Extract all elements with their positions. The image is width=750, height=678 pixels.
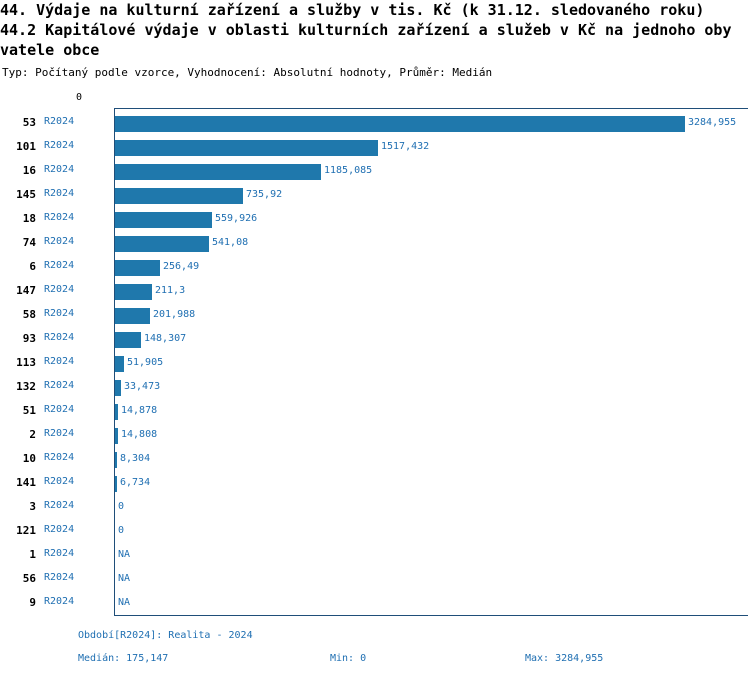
- bar: [115, 428, 118, 444]
- bar-row-rank: 58: [22, 308, 36, 321]
- bar: [115, 188, 243, 204]
- bar-value-label: 1185,085: [324, 165, 373, 176]
- bar-row-rank: 10: [22, 452, 36, 465]
- bar-value-label: 211,3: [155, 285, 186, 296]
- bar-row-rank: 147: [16, 284, 36, 297]
- bar-row-series-label: R2024: [44, 236, 75, 247]
- bar-row: [0, 328, 750, 352]
- bar-value-label: 14,808: [121, 429, 158, 440]
- bar-value-label: 0: [118, 501, 125, 512]
- bar-value-label: 3284,955: [688, 117, 737, 128]
- bar-row-series-label: R2024: [44, 356, 75, 367]
- bar-row: [0, 568, 750, 592]
- bar-row-rank: 113: [16, 356, 36, 369]
- bar-row-series-label: R2024: [44, 116, 75, 127]
- bar-row-rank: 93: [22, 332, 36, 345]
- bar-value-label: 14,878: [121, 405, 158, 416]
- bar: [115, 140, 378, 156]
- chart-title-line-2: 44.2 Kapitálové výdaje v oblasti kulturních zařízení a služeb v Kč na jednoho oby: [0, 21, 732, 39]
- bar: [115, 236, 209, 252]
- bar-row-rank: 101: [16, 140, 36, 153]
- bar: [115, 308, 150, 324]
- plot-top-border: [114, 108, 748, 109]
- bar-value-label: NA: [118, 597, 131, 608]
- bar-row: [0, 112, 750, 136]
- bar-value-label: 6,734: [120, 477, 151, 488]
- bar-row-series-label: R2024: [44, 380, 75, 391]
- bar-value-label: NA: [118, 549, 131, 560]
- bar-row-series-label: R2024: [44, 596, 75, 607]
- bar: [115, 476, 117, 492]
- bar-value-label: 201,988: [153, 309, 196, 320]
- chart-title-line-1: 44. Výdaje na kulturní zařízení a služby v tis. Kč (k 31.12. sledovaného roku): [0, 1, 705, 19]
- bar-row-series-label: R2024: [44, 164, 75, 175]
- bar-row: [0, 448, 750, 472]
- chart-subtitle: Typ: Počítaný podle vzorce, Vyhodnocení: Absolutní hodnoty, Průměr: Medián: [2, 66, 493, 79]
- bar-row-series-label: R2024: [44, 500, 75, 511]
- bar-row-series-label: R2024: [44, 428, 75, 439]
- bar: [115, 332, 141, 348]
- bar-row-rank: 121: [16, 524, 36, 537]
- bar-row-series-label: R2024: [44, 524, 75, 535]
- bar-row: [0, 424, 750, 448]
- bar-row-rank: 16: [22, 164, 36, 177]
- bar-value-label: 33,473: [124, 381, 161, 392]
- bar: [115, 452, 117, 468]
- x-axis-zero-tick-label: 0: [76, 92, 83, 103]
- bar-row-rank: 3: [29, 500, 36, 513]
- bar-row: [0, 256, 750, 280]
- bar-row-series-label: R2024: [44, 308, 75, 319]
- bar: [115, 404, 118, 420]
- bar-row-rank: 145: [16, 188, 36, 201]
- bar-row: [0, 592, 750, 616]
- bar-row-rank: 2: [29, 428, 36, 441]
- bar-value-label: 1517,432: [381, 141, 430, 152]
- legend-period: Období[R2024]: Realita - 2024: [78, 630, 253, 641]
- bar-row: [0, 376, 750, 400]
- bar-row-rank: 51: [22, 404, 36, 417]
- bar-value-label: 8,304: [120, 453, 151, 464]
- chart-title-block: [0, 0, 748, 60]
- bar-value-label: 0: [118, 525, 125, 536]
- bar-row-series-label: R2024: [44, 452, 75, 463]
- bar-row-series-label: R2024: [44, 212, 75, 223]
- bar-row-rank: 74: [22, 236, 36, 249]
- bar: [115, 284, 152, 300]
- stat-median: Medián: 175,147: [78, 653, 169, 664]
- bar: [115, 116, 685, 132]
- bar-row: [0, 304, 750, 328]
- bar-row-series-label: R2024: [44, 476, 75, 487]
- chart-plot-area: [0, 92, 750, 622]
- bar-row-series-label: R2024: [44, 188, 75, 199]
- bar-row-series-label: R2024: [44, 548, 75, 559]
- stat-max: Max: 3284,955: [525, 653, 604, 664]
- bar: [115, 260, 160, 276]
- bar-value-label: 541,08: [212, 237, 249, 248]
- bar-value-label: 256,49: [163, 261, 200, 272]
- bar-row: [0, 472, 750, 496]
- bar-row: [0, 352, 750, 376]
- bar-row-rank: 53: [22, 116, 36, 129]
- bar-value-label: 51,905: [127, 357, 164, 368]
- bar: [115, 380, 121, 396]
- bar-value-label: 148,307: [144, 333, 187, 344]
- bar-row-rank: 141: [16, 476, 36, 489]
- bar-row: [0, 544, 750, 568]
- bar-row: [0, 520, 750, 544]
- bar-row-rank: 9: [29, 596, 36, 609]
- bar-row-rank: 132: [16, 380, 36, 393]
- chart-title-line-3: vatele obce: [0, 41, 100, 59]
- bar-row: [0, 400, 750, 424]
- bar-row-series-label: R2024: [44, 404, 75, 415]
- bar-row: [0, 496, 750, 520]
- bar: [115, 212, 212, 228]
- bar-row: [0, 232, 750, 256]
- bar-row: [0, 160, 750, 184]
- stat-min: Min: 0: [330, 653, 367, 664]
- bar-row-rank: 1: [29, 548, 36, 561]
- bar-row: [0, 280, 750, 304]
- bar-value-label: NA: [118, 573, 131, 584]
- bar-row-series-label: R2024: [44, 572, 75, 583]
- bar-row-series-label: R2024: [44, 332, 75, 343]
- bar-row-series-label: R2024: [44, 140, 75, 151]
- bar-row-rank: 6: [29, 260, 36, 273]
- bar-row-rank: 18: [22, 212, 36, 225]
- bar-row-series-label: R2024: [44, 260, 75, 271]
- bar-row: [0, 184, 750, 208]
- bar: [115, 356, 124, 372]
- bar-value-label: 559,926: [215, 213, 258, 224]
- bar-row: [0, 136, 750, 160]
- bar-row: [0, 208, 750, 232]
- bar-value-label: 735,92: [246, 189, 283, 200]
- bar-row-series-label: R2024: [44, 284, 75, 295]
- bar: [115, 164, 321, 180]
- bar-row-rank: 56: [22, 572, 36, 585]
